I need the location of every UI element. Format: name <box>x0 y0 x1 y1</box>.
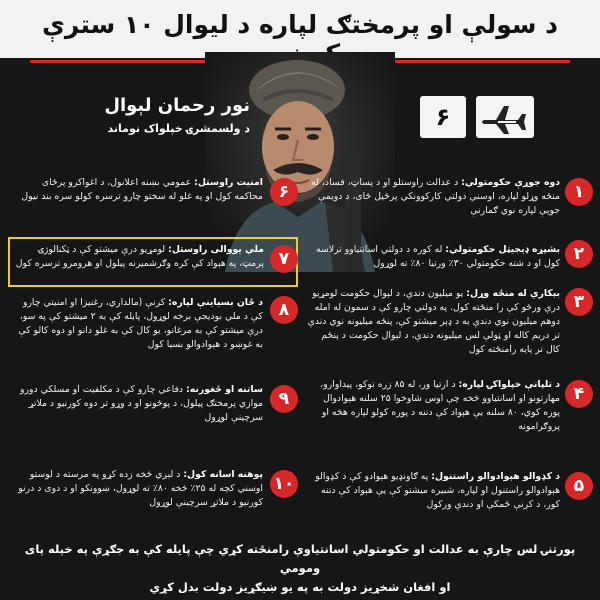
point-9-text: دفاعي چارو کې د مکلفيت او مسلکي دورو موازي پرمختګ پيلول، د پوځونو او د وړو تر دوه کورنيو د ملاتړ سرچينې لوړول <box>20 384 263 423</box>
point-8-lead: د ځان بسياينې لپاره: <box>168 297 263 308</box>
point-3-lead: بېکاري له منځه وړل: <box>466 288 560 299</box>
point-9 <box>18 383 263 425</box>
candidate-name: نور رحمان لېوال <box>104 95 250 116</box>
point-1 <box>305 176 560 218</box>
point-8 <box>18 296 263 352</box>
footer-statement <box>20 540 580 597</box>
point-5-lead: د کډوالو هېوادوالو راستنول: <box>431 471 560 482</box>
candidate-info <box>80 95 250 135</box>
header-title: د سولې او پرمختګ لپاره د لیوال ۱۰ سترې <box>41 10 559 39</box>
candidate-role: د ولسمشرۍ خپلواک نوماند <box>107 122 250 135</box>
point-7 <box>14 243 264 271</box>
point-6-text: عمومي بښنه اعلانول، د اغواکرو پرځای محاکمه کول او په غلو له سختو چارو ترسره کولو سره بند نيول <box>21 177 263 202</box>
point-4-lead: د تلپاتې خپلواکۍ لپاره: <box>458 379 560 390</box>
point-2 <box>305 243 560 271</box>
header-banner <box>0 0 600 58</box>
point-3-text: يو ميليون دندې، د لېوال حکومت لومړيو درې ورځو کې را منځته کول. په دولتي چارو کې د سمون له امله دوهم ميليون نوي دندې به د ډېر ميشتو کې، پنځه ميليونه نوي دندې تر دريم کاله او ټولې لس ميليونه دندې، د لېوال حکومت د پنځم کال تر پايه رامنځته کول <box>307 288 560 355</box>
footer-line-2: او افغان شخړيز دولت به په يو ښيګړيز دولت بدل کړي <box>149 580 451 594</box>
badge-7: ۷ <box>270 245 298 273</box>
point-8-text: کرنې (مالداري، رغنيزا او امنيتي چارو کې د ملي بوديجې برخه لوړول، پايله کې به ۲ ميشتو کې په سو، درې ميشتو کې به مرغانو، يو کال کې به غلو دانو او دوه کالو کې به غوښو د هېوادوالو بسيا کول <box>18 297 263 350</box>
point-2-text: له کوره د دولتي اسانتياوو ترلاسه کول او د شته حکومتولي ۳۰٪ ورتيا ۸۰٪ ته لوړول <box>316 244 560 269</box>
candidate-number: ۶ <box>420 96 466 138</box>
point-4-text: د ارتيا ور، له ۸۵ زره توکو، پيداوارو، مهارتونو او اسانتياوو څخه چې اوس شاوخوا ۲۵ سلنه هېوادوال پوره کوي، ۸۰ سلنه يې هېواد کې دننه د پوره کولو لپاره هڅه او پروګرامونه <box>320 379 560 432</box>
point-6-lead: امنيت راوستل: <box>194 177 263 188</box>
point-5-text: په ګاونډيو هېوادو کې د کډوالو هېوادوالو راستنول او لپاره، شبيره ميشتو کې يې هېواد کې دننه کور، د کرنې ځمکې او دندې ورکول <box>315 471 560 510</box>
plane-symbol-box <box>476 96 534 138</box>
badge-6: ۶ <box>270 178 298 206</box>
point-7-lead: ملي يووالی راوستل: <box>168 244 264 255</box>
badge-2: ۲ <box>565 240 593 268</box>
badge-3: ۳ <box>565 288 593 316</box>
point-9-lead: ساتنه او ځغورنه: <box>186 384 263 395</box>
point-2-lead: بشپړه ډيجيټل حکومتولي: <box>445 244 560 255</box>
badge-10: ۱۰ <box>270 470 298 498</box>
point-1-lead: دوه جوړې حکومتولي: <box>461 177 560 188</box>
point-1-text: د عدالت راوستلو او د پساټ، فساد، له منځه وړلو لپاره، اوسني دولتي کارکوونکي پرځيل ځای، د دويمې جوپې لپاره نوي ګمارنې <box>311 177 560 216</box>
badge-4: ۴ <box>565 380 593 408</box>
point-10 <box>18 468 263 510</box>
footer-line-1: پورتنۍ لس چارې به عدالت او حکومتولي اسانتياوې رامنځته کړي چې پايله کې به جګړې په خپله پای ومومي <box>24 542 576 575</box>
badge-8: ۸ <box>270 296 298 324</box>
point-5 <box>305 470 560 512</box>
badge-1: ۱ <box>565 178 593 206</box>
point-10-text: د لېږي څخه زده کړو په مرسته د لوستو اوسني کچه له ۲۵٪ څخه ۸۰٪ ته لوړول، ښوونکو او د دوی د درنو کورنيو د ملاتړ سرچينې لوړول <box>18 469 263 508</box>
point-4 <box>305 378 560 434</box>
point-10-lead: پوهنه اسانه کول: <box>183 469 263 480</box>
point-3 <box>305 287 560 357</box>
point-7-text: لومړيو درې ميشتو کې د ټکنالوژۍ پرمټ، په هېواد کې کره وګرشميرنه پيلول او هرومرو ترسره کول <box>15 244 264 269</box>
plane-icon <box>476 96 534 138</box>
badge-9: ۹ <box>270 385 298 413</box>
point-6 <box>18 176 263 204</box>
badge-5: ۵ <box>565 472 593 500</box>
